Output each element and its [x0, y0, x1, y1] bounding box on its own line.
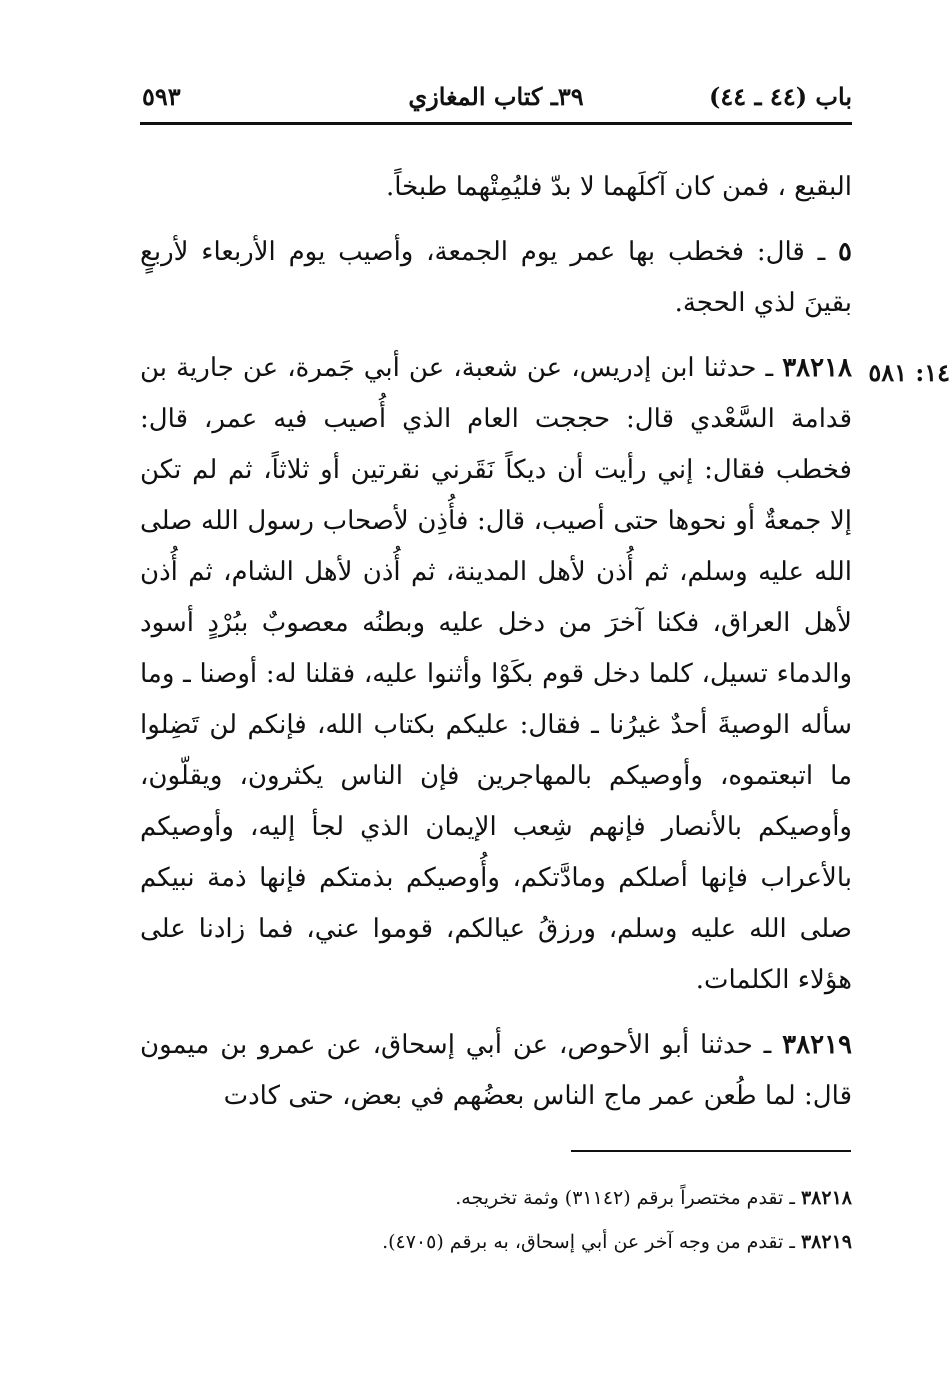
- footnotes: [140, 1176, 852, 1264]
- footnote-number: ٣٨٢١٨: [800, 1187, 852, 1209]
- book-title: ٣٩ـ كتاب المغازي: [408, 82, 584, 111]
- hadith-number: ٣٨٢١٩: [782, 1030, 852, 1060]
- paragraph-text: البقيع ، فمن كان آكلَهما لا بدّ فليُمِتْهما طبخاً.: [385, 172, 852, 202]
- paragraph-continuation: [140, 162, 852, 213]
- item-number: ٥: [838, 237, 852, 267]
- hadith-text: ـ حدثنا أبو الأحوص، عن أبي إسحاق، عن عمرو بن ميمون قال: لما طُعن عمر ماج الناس بعضُهم في بعض، حتى كادت: [140, 1030, 852, 1111]
- hadith-paragraph: [140, 343, 852, 1006]
- footnote: [140, 1176, 852, 1220]
- main-text: [140, 162, 852, 1122]
- paragraph-item: [140, 227, 852, 329]
- paragraph-text: ـ قال: فخطب بها عمر يوم الجمعة، وأصيب يوم الأربعاء لأربعٍ بقينَ لذي الحجة.: [140, 237, 852, 318]
- hadith-text: ـ حدثنا ابن إدريس، عن شعبة، عن أبي جَمرة، عن جارية بن قدامة السَّعْدي قال: حججت العام الذي أُصيب فيه عمر، قال: فخطب فقال: إني رأيت أن ديكاً نَقَرني نقرتين أو ثلاثاً، ثم لم تكن إلا جمعةٌ أو نحوها حتى أصيب، قال: فأُذِن لأصحاب رسول الله صلى الله عليه وسلم، ثم أُذن لأهل المدينة، ثم أُذن لأهل الشام، ثم أُذن لأهل العراق، فكنا آخرَ من دخل عليه وبطنُه معصوبٌ ببُرْدٍ أسود والدماء تسيل، كلما دخل قوم بكَوْا وأثنوا عليه، فقلنا له: أوصنا ـ وما سأله الوصيةَ أحدٌ غيرُنا ـ فقال: عليكم بكتاب الله، فإنكم لن تَضِلوا ما اتبعتموه، وأوصيكم بالمهاجرين فإن الناس يكثرون، ويقلّون، وأوصيكم بالأنصار فإنهم شِعب الإيمان الذي لجأ إليه، وأوصيكم بالأعراب فإنها أصلكم ومادَّتكم، وأُوصيكم بذمتكم فإنها ذمة نبيكم صلى الله عليه وسلم، ورزقُ عيالكم، قوموا عني، فما زادنا على هؤلاء الكلمات.: [140, 353, 852, 995]
- chapter-reference: باب (٤٤ ـ ٤٤): [709, 82, 852, 111]
- hadith-paragraph: [140, 1020, 852, 1122]
- footnote-number: ٣٨٢١٩: [800, 1231, 852, 1253]
- page-number: ٥٩٣: [142, 82, 181, 111]
- footnote: [140, 1220, 852, 1264]
- page-header: [140, 76, 852, 118]
- header-divider: [140, 122, 852, 125]
- footnote-text: ـ تقدم مختصراً برقم (٣١١٤٢) وثمة تخريجه.: [455, 1187, 795, 1209]
- footnote-divider: [571, 1150, 851, 1152]
- footnote-text: ـ تقدم من وجه آخر عن أبي إسحاق، به برقم (٤٧٠٥).: [382, 1231, 795, 1253]
- margin-reference: ١٤: ٥٨١: [868, 358, 950, 387]
- hadith-number: ٣٨٢١٨: [782, 353, 853, 383]
